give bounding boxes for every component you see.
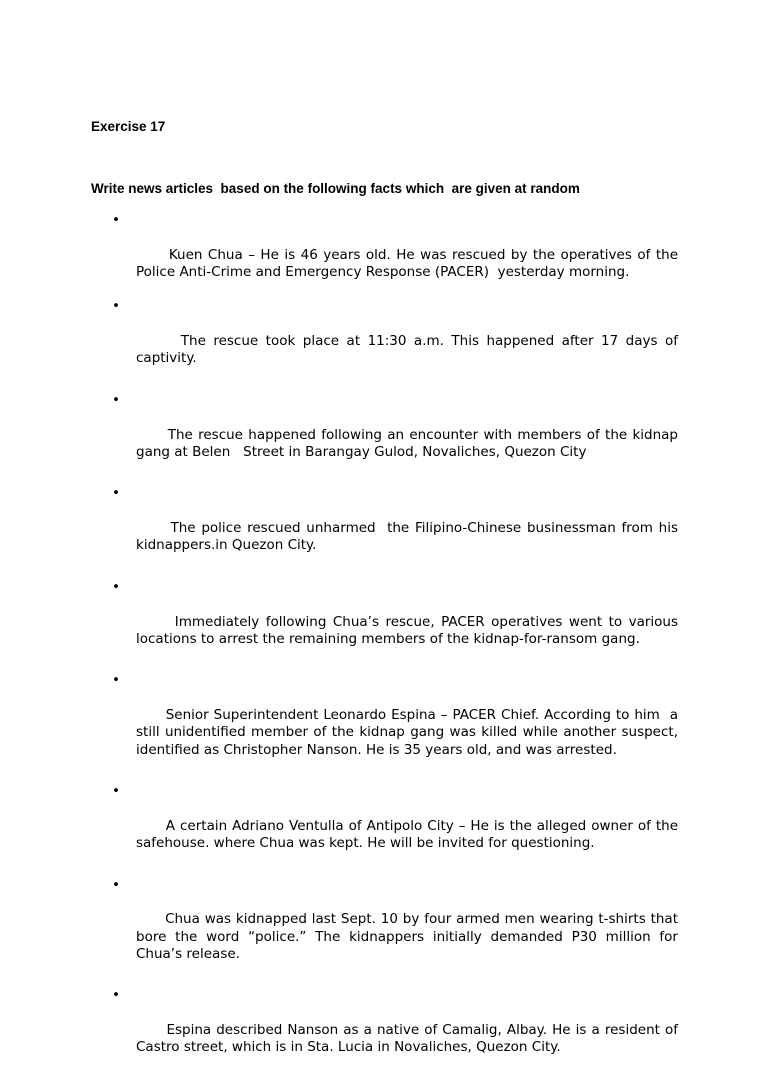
fact-text: The police rescued unharmed the Filipino-Chinese businessman from his kidnappers.in Quezon City. xyxy=(136,520,683,554)
fact-text: The rescue took place at 11:30 a.m. This happened after 17 days of captivity. xyxy=(136,333,683,367)
fact-list xyxy=(112,212,683,1081)
bullet-icon: • xyxy=(112,578,120,595)
fact-text: The rescue happened following an encounter with members of the kidnap gang at Belen Street in Barangay Gulod, Novaliches, Quezon City xyxy=(136,426,683,460)
bullet-icon: • xyxy=(112,298,120,315)
fact-item xyxy=(112,876,683,981)
bullet-icon: • xyxy=(112,783,120,800)
fact-item xyxy=(112,212,683,298)
bullet-icon: • xyxy=(112,212,120,228)
instruction-heading: Write news articles based on the following facts which are given at random xyxy=(91,181,580,196)
fact-text: Senior Superintendent Leonardo Espina – PACER Chief. According to him a still unidentified member of the kidnap gang was killed while another suspect, identified as Christopher Nanson. He is 35 years old, and was arrested. xyxy=(136,707,683,758)
fact-item xyxy=(112,391,683,478)
fact-text: Chua was kidnapped last Sept. 10 by four armed men wearing t-shirts that bore the word “police.” The kidnappers initially demanded P30 million for Chua’s release. xyxy=(136,911,683,962)
fact-item xyxy=(112,672,683,776)
bullet-icon: • xyxy=(112,485,120,502)
fact-item xyxy=(112,987,683,1073)
fact-text: A certain Adriano Ventulla of Antipolo City – He is the alleged owner of the safehouse. where Chua was kept. He will be invited for questioning. xyxy=(136,817,683,852)
bullet-icon: • xyxy=(112,987,120,1004)
fact-text: Immediately following Chua’s rescue, PACER operatives went to various locations to arrest the remaining members of the kidnap-for-ransom gang. xyxy=(136,613,683,647)
fact-item xyxy=(112,485,683,571)
bullet-icon: • xyxy=(112,672,120,689)
exercise-title: Exercise 17 xyxy=(91,119,166,134)
fact-item xyxy=(112,298,683,384)
fact-text: Kuen Chua – He is 46 years old. He was rescued by the operatives of the Police Anti-Crime and Emergency Response (PACER) yesterday morning. xyxy=(136,246,683,280)
fact-item xyxy=(112,578,683,665)
bullet-icon: • xyxy=(112,876,120,893)
fact-text: Espina described Nanson as a native of Camalig, Albay. He is a resident of Castro street, which is in Sta. Lucia in Novaliches, Quezon City. xyxy=(136,1022,683,1056)
fact-item xyxy=(112,783,683,869)
bullet-icon: • xyxy=(112,391,120,408)
